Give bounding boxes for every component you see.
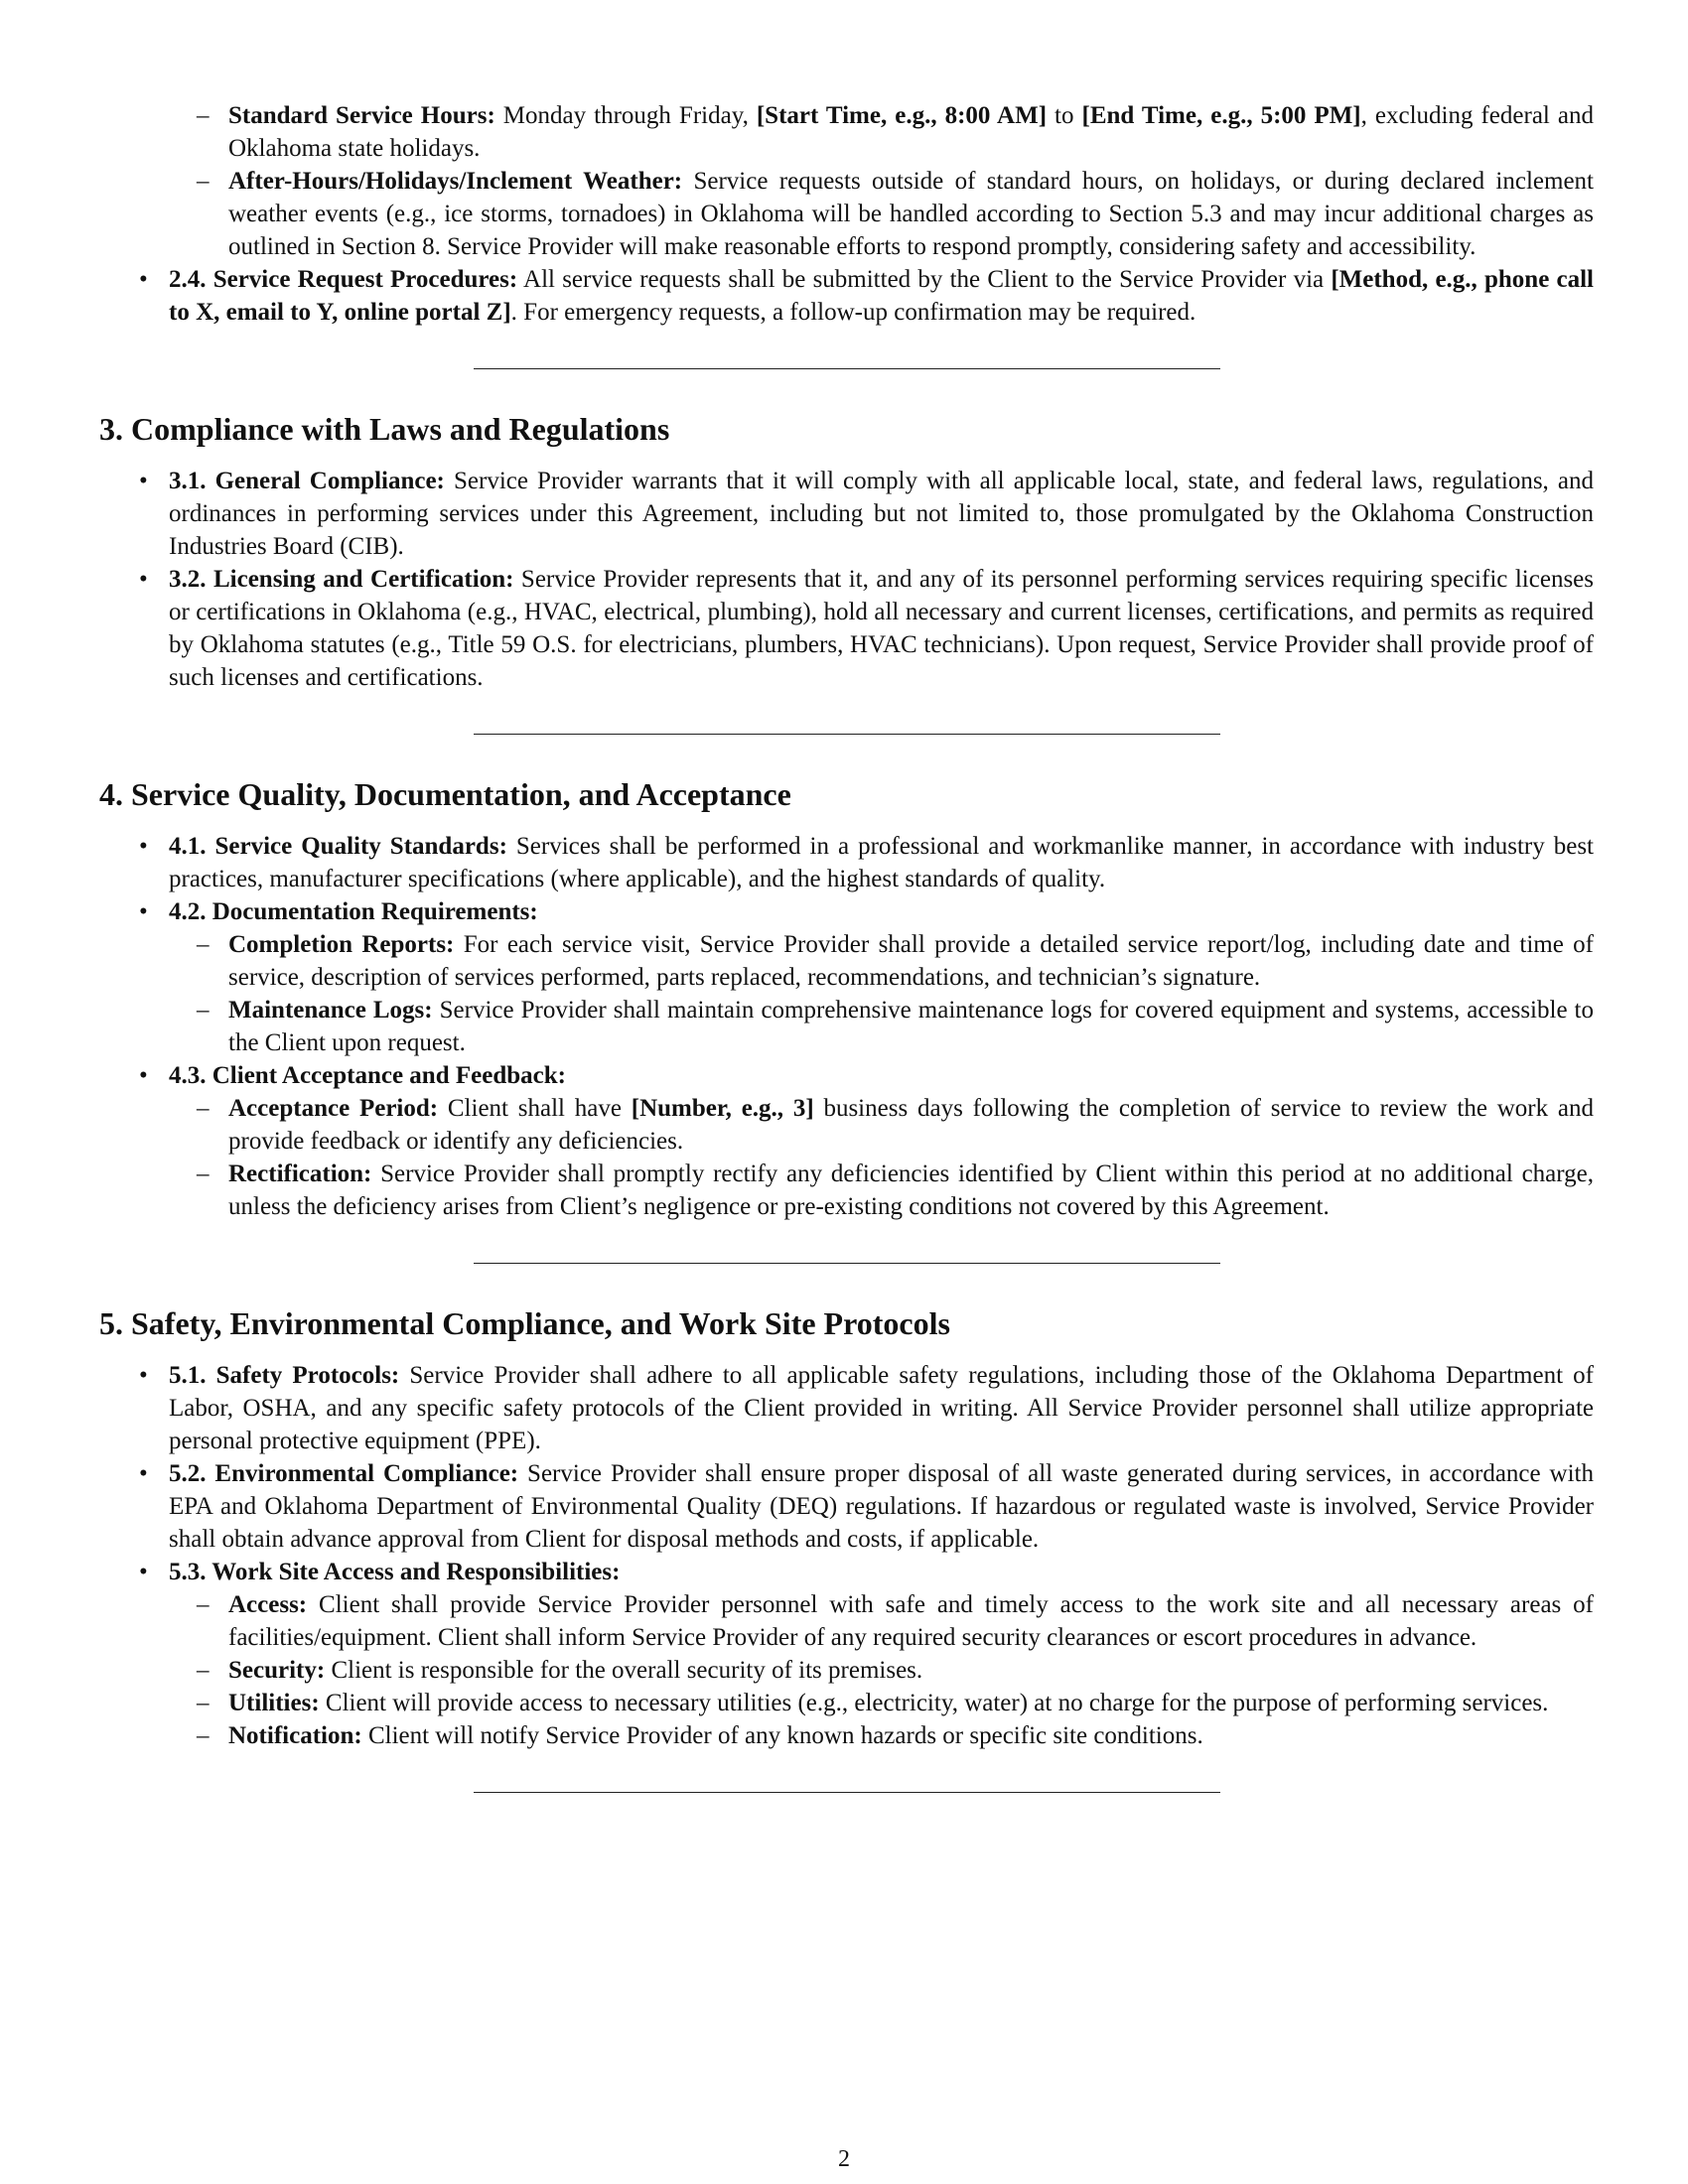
item-label: 4.2. Documentation Requirements: (169, 898, 538, 925)
maintenance-logs-item (99, 994, 1594, 1059)
item-text: Service Provider shall promptly rectify any deficiencies identified by Client within this period at no additional charge, unless the deficiency arises from Client’s negligence or pre-existing conditions not covered by this Agreement. (228, 1160, 1594, 1220)
item-text: Service Provider warrants that it will comply with all applicable local, state, and federal laws, regulations, and ordinances in performing services under this Agreement, including but not limited to, those promulgated by the Oklahoma Construction Industries Board (CIB). (169, 468, 1594, 560)
security-item (99, 1654, 1594, 1687)
item-text: Monday through Friday, (494, 102, 757, 129)
item-label: Utilities: (228, 1690, 320, 1716)
after-hours-item (99, 165, 1594, 263)
notification-item (99, 1719, 1594, 1752)
item-text: to (1047, 102, 1082, 129)
section-5-heading: 5. Safety, Environmental Compliance, and Work Site Protocols (99, 1305, 950, 1341)
item-label: After-Hours/Holidays/Inclement Weather: (228, 168, 683, 195)
documentation-item (99, 895, 1594, 928)
service-request-item (99, 263, 1594, 329)
item-text: Service requests outside of standard hours, on holidays, or during declared inclement weather events (e.g., ice storms, tornadoes) in Oklahoma will be handled according to Section 5.3 and may incur additional charges as outlined in Section 8. Service Provider will make reasonable efforts to respond promptly, considering safety and accessibility. (228, 168, 1595, 260)
item-text: Service Provider represents that it, and any of its personnel performing services requiring specific licenses or certifications in Oklahoma (e.g., HVAC, electrical, plumbing), hold all necessary and current licenses, certifications, and permits as required by Oklahoma statutes (e.g., Title 59 O.S. for electricians, plumbers, HVAC technicians). Upon request, Service Provider shall provide proof of such licenses and certifications. (169, 566, 1594, 691)
section-divider (474, 1263, 1220, 1264)
document-body (99, 99, 1594, 1831)
item-label: 3.2. Licensing and Certification: (169, 566, 514, 593)
item-label: 3.1. General Compliance: (169, 468, 445, 494)
utilities-item (99, 1687, 1594, 1719)
section-divider (474, 734, 1220, 735)
item-label: Access: (228, 1591, 308, 1618)
section-divider (474, 368, 1220, 369)
item-text: For each service visit, Service Provider shall provide a detailed service report/log, including date and time of service, description of services performed, parts replaced, recommendations, and technician’s signature. (228, 931, 1594, 991)
item-text: Client shall provide Service Provider personnel with safe and timely access to the work site and all necessary areas of facilities/equipment. Client shall inform Service Provider of any required security clearances or escort procedures in advance. (228, 1591, 1594, 1651)
item-text: business days following the completion of service to review the work and provide feedback or identify any deficiencies. (228, 1095, 1594, 1155)
section-divider (474, 1792, 1220, 1793)
section-4-heading: 4. Service Quality, Documentation, and Acceptance (99, 776, 791, 812)
client-acceptance-item (99, 1059, 1594, 1092)
item-text: Service Provider shall adhere to all applicable safety regulations, including those of the Oklahoma Department of Labor, OSHA, and any specific safety protocols of the Client provided in writing. All Service Provider personnel shall utilize appropriate personal protective equipment (PPE). (169, 1362, 1594, 1454)
placeholder-number: [Number, e.g., 3] (631, 1095, 814, 1122)
item-text: . For emergency requests, a follow-up confirmation may be required. (510, 299, 1196, 326)
item-text: Client is responsible for the overall security of its premises. (325, 1657, 923, 1684)
item-text: Client shall have (438, 1095, 632, 1122)
access-item (99, 1588, 1594, 1654)
acceptance-period-item (99, 1092, 1594, 1158)
item-label: Maintenance Logs: (228, 997, 433, 1024)
item-text: All service requests shall be submitted by the Client to the Service Provider via (517, 266, 1332, 293)
work-site-access-item (99, 1556, 1594, 1588)
item-label: Standard Service Hours: (228, 102, 495, 129)
item-label: 5.2. Environmental Compliance: (169, 1460, 519, 1487)
rectification-item (99, 1158, 1594, 1223)
item-text: Services shall be performed in a professional and workmanlike manner, in accordance with industry best practices, manufacturer specifications (where applicable), and the highest standards of quality. (169, 833, 1594, 892)
item-text: Service Provider shall ensure proper disposal of all waste generated during services, in accordance with EPA and Oklahoma Department of Environmental Quality (DEQ) regulations. If hazardous or regulated waste is involved, Service Provider shall obtain advance approval from Client for disposal methods and costs, if applicable. (169, 1460, 1594, 1553)
item-label: Security: (228, 1657, 326, 1684)
placeholder-method: [Method, e.g., phone call to X, email to Y, online portal Z] (169, 266, 1595, 326)
item-label: 5.3. Work Site Access and Responsibilities: (169, 1559, 621, 1585)
item-text: , excluding federal and Oklahoma state holidays. (228, 102, 1594, 162)
item-label: 5.1. Safety Protocols: (169, 1362, 400, 1389)
quality-standards-item (99, 830, 1594, 895)
item-label: Completion Reports: (228, 931, 455, 958)
standard-service-hours-item (99, 99, 1594, 165)
safety-protocols-item (99, 1359, 1594, 1457)
licensing-item (99, 563, 1594, 694)
item-label: 4.1. Service Quality Standards: (169, 833, 507, 860)
general-compliance-item (99, 465, 1594, 563)
item-label: 2.4. Service Request Procedures: (169, 266, 518, 293)
item-text: Service Provider shall maintain comprehensive maintenance logs for covered equipment and systems, accessible to the Client upon request. (228, 997, 1594, 1056)
page-number: 2 (838, 2146, 850, 2172)
item-text: Client will provide access to necessary utilities (e.g., electricity, water) at no charge for the purpose of performing services. (319, 1690, 1549, 1716)
placeholder-end-time: [End Time, e.g., 5:00 PM] (1081, 102, 1361, 129)
placeholder-start-time: [Start Time, e.g., 8:00 AM] (756, 102, 1048, 129)
section-3-heading: 3. Compliance with Laws and Regulations (99, 411, 670, 447)
item-label: Acceptance Period: (228, 1095, 439, 1122)
item-text: Client will notify Service Provider of any known hazards or specific site conditions. (361, 1722, 1203, 1749)
completion-reports-item (99, 928, 1594, 994)
environmental-compliance-item (99, 1457, 1594, 1556)
item-label: Rectification: (228, 1160, 372, 1187)
item-label: 4.3. Client Acceptance and Feedback: (169, 1062, 566, 1089)
item-label: Notification: (228, 1722, 362, 1749)
